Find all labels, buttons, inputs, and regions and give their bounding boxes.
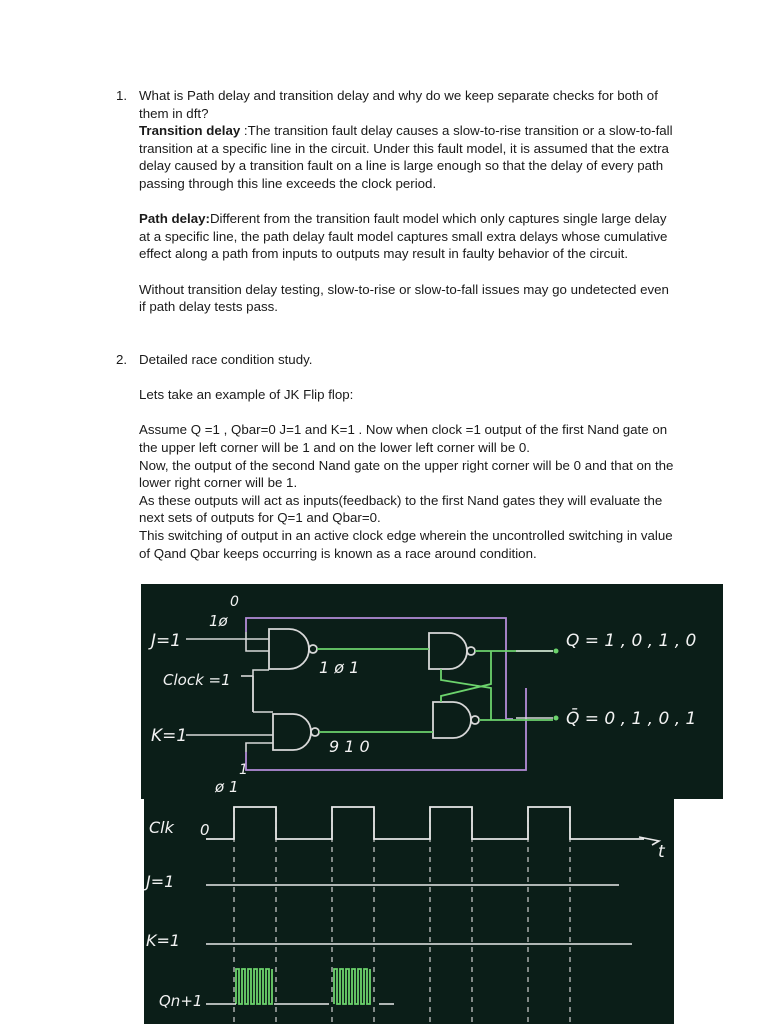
conclusion-paragraph: Without transition delay testing, slow-to-rise or slow-to-fall issues may go undetected even if path delay tests pass. xyxy=(139,281,669,315)
question-1-block xyxy=(139,87,679,316)
q-output-node xyxy=(554,649,559,654)
item-number: 2. xyxy=(116,352,128,367)
bottom-value-label: ø 1 xyxy=(215,778,239,796)
qbar-output-label: Q̄ = 0 , 1 , 0 , 1 xyxy=(566,709,697,729)
clock-input-label: Clock =1 xyxy=(163,671,231,689)
transition-delay-paragraph xyxy=(139,122,679,192)
jk-flipflop-circuit-figure xyxy=(141,584,723,799)
clk-start-label: 0 xyxy=(200,821,210,839)
bottom-scribble-label: 1 xyxy=(239,762,248,778)
lower-gate-value-label: 9 1 0 xyxy=(329,737,370,756)
timing-board-background xyxy=(144,799,674,1024)
race-around-timing-diagram xyxy=(144,799,674,1024)
q-next-label: Qn+1 xyxy=(159,992,203,1010)
race-explanation-line: As these outputs will act as inputs(feedback) to the first Nand gates they will evaluate the next sets of outputs for Q=1 and Qbar=0. xyxy=(139,492,663,526)
k-input-label: K=1 xyxy=(151,726,188,746)
question-2-title: Detailed race condition study. xyxy=(139,352,313,367)
transition-delay-text: :The transition fault delay causes a slow-to-rise transition or a slow-to-fall transition at a specific line in the circuit. Under this fault model, it is assumed that the extra delay caused by a transition fault on a line is large enough so that the delay of every path passing through this line exceeds the clock period. xyxy=(139,123,673,191)
j-input-label: J=1 xyxy=(151,631,182,651)
race-explanation-line: This switching of output in an active clock edge wherein the uncontrolled switching in value of Qand Qbar keeps occurring is known as a race around condition. xyxy=(139,527,673,561)
path-delay-paragraph xyxy=(139,210,679,263)
top-mark-label: 0 xyxy=(230,594,239,610)
upper-gate-value-label: 1 ø 1 xyxy=(319,658,360,677)
question-1-text: What is Path delay and transition delay and why do we keep separate checks for both of them in dft? xyxy=(139,88,658,121)
top-scribble-label: 1ø xyxy=(209,612,228,630)
j-timing-label: J=1 xyxy=(146,872,175,891)
question-2-block xyxy=(139,351,679,562)
qbar-output-node xyxy=(554,716,559,721)
path-delay-label: Path delay: xyxy=(139,211,210,227)
transition-delay-label: Transition delay xyxy=(139,123,241,139)
clk-label: Clk xyxy=(149,818,174,837)
q-output-label: Q = 1 , 0 , 1 , 0 xyxy=(566,631,697,651)
circuit-board-background xyxy=(141,584,723,799)
jk-intro: Lets take an example of JK Flip flop: xyxy=(139,387,354,403)
time-axis-label: t xyxy=(658,842,665,862)
path-delay-text: Different from the transition fault model which only captures single large delay at a specific line, the path delay fault model captures small extra delays whose cumulative effect along a path from inputs to outputs may result in faulty behavior of the circuit. xyxy=(139,211,668,262)
item-number: 1. xyxy=(116,88,128,103)
k-timing-label: K=1 xyxy=(146,931,181,950)
race-explanation-line: Now, the output of the second Nand gate on the upper right corner will be 0 and that on the lower right corner will be 1. xyxy=(139,457,674,491)
race-explanation-line: Assume Q =1 , Qbar=0 J=1 and K=1 . Now when clock =1 output of the first Nand gate on the upper left corner will be 1 and on the lower left corner will be 0. xyxy=(139,422,668,455)
